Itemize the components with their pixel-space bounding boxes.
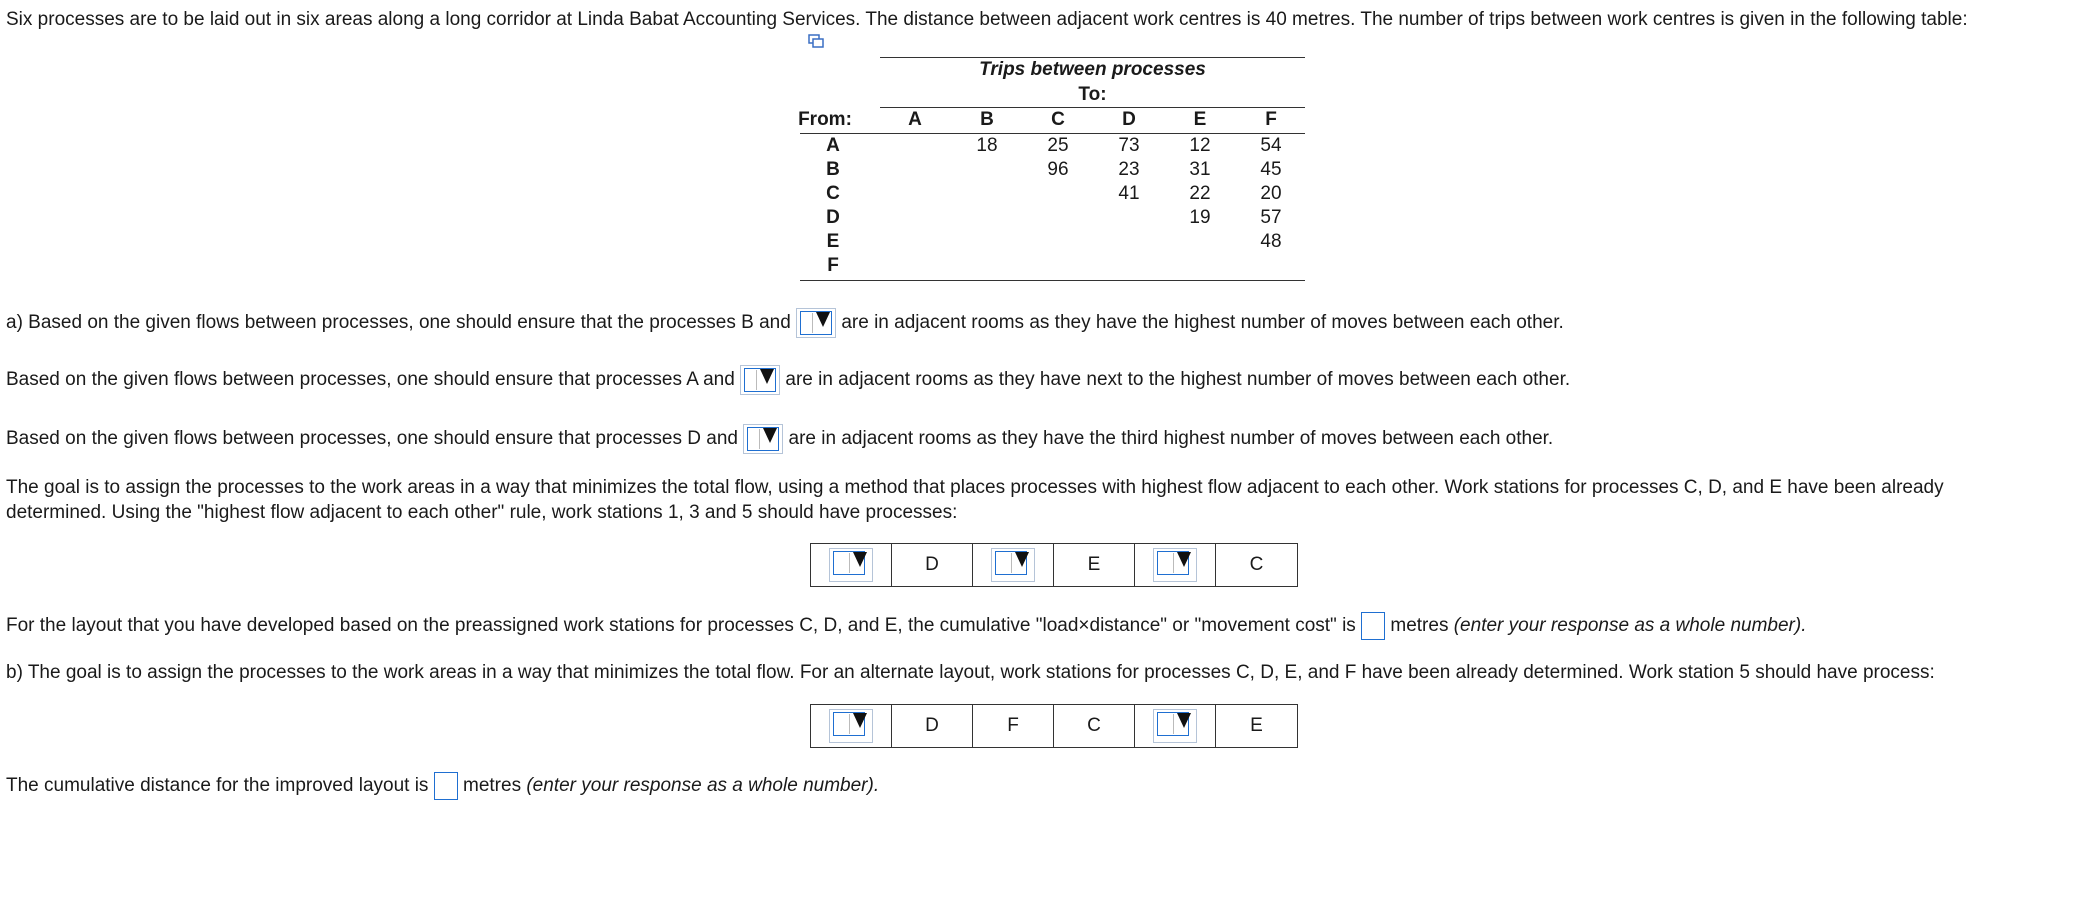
cost-question xyxy=(6,612,1806,640)
col-header: F xyxy=(1265,109,1277,130)
station-1b-dropdown[interactable] xyxy=(829,709,873,743)
question-a1-after: are in adjacent rooms as they have the highest number of moves between each other. xyxy=(841,312,1564,334)
answer-a2-dropdown[interactable] xyxy=(740,365,780,395)
copy-table-icon[interactable] xyxy=(808,34,824,48)
station-3-dropdown[interactable] xyxy=(991,548,1035,582)
col-header: A xyxy=(908,109,922,130)
table-cell: 25 xyxy=(1047,135,1069,156)
goal-b-text: b) The goal is to assign the processes to the work areas in a way that minimizes the total flow. For an alternate layout, work stations for processes C, D, E, and F have been already determined. Work station 5 should have process: xyxy=(6,662,1935,683)
table-cell: 45 xyxy=(1260,159,1282,180)
cumulative-distance-input[interactable] xyxy=(434,772,458,800)
layout-a-station-3 xyxy=(973,544,1054,586)
col-header: D xyxy=(1122,109,1136,130)
table-cell: 23 xyxy=(1118,159,1140,180)
table-cell: 18 xyxy=(976,135,998,156)
table-title: Trips between processes xyxy=(979,59,1206,80)
row-label: E xyxy=(826,231,840,252)
layout-a-station-1 xyxy=(811,544,892,586)
layout-b-station-1 xyxy=(811,705,892,747)
layout-b-station-4: C xyxy=(1054,705,1135,747)
table-cell: 96 xyxy=(1047,159,1069,180)
layout-b-station-5 xyxy=(1135,705,1216,747)
goal-a-text: The goal is to assign the processes to the work areas in a way that minimizes the total flow, using a method that places processes with highest flow adjacent to each other. Work stations for processes C, D, and E have been already determined. Using the "highest flow adjacent to each other" rule, work stations 1, 3 and 5 should have processes: xyxy=(6,477,1944,523)
question-a3 xyxy=(6,424,1553,454)
table-cell: 19 xyxy=(1189,207,1211,228)
table-cell: 41 xyxy=(1118,183,1140,204)
layout-b-station-2: D xyxy=(892,705,973,747)
answer-a3-dropdown[interactable] xyxy=(743,424,783,454)
table-from-label: From: xyxy=(798,109,852,130)
table-to-label: To: xyxy=(1078,84,1107,105)
distance-question xyxy=(6,772,879,800)
table-cell: 20 xyxy=(1260,183,1282,204)
cost-question-after: metres xyxy=(1390,615,1449,637)
table-cell: 57 xyxy=(1260,207,1282,228)
question-a1 xyxy=(6,308,1564,338)
distance-question-hint: (enter your response as a whole number). xyxy=(526,775,880,797)
layout-a-station-5 xyxy=(1135,544,1216,586)
station-1-dropdown[interactable] xyxy=(829,548,873,582)
row-label: B xyxy=(826,159,840,180)
row-label: C xyxy=(826,183,840,204)
station-5-dropdown[interactable] xyxy=(1153,548,1197,582)
col-header: C xyxy=(1051,109,1065,130)
question-a2 xyxy=(6,365,1570,395)
cost-question-before: For the layout that you have developed based on the preassigned work stations for processes C, D, and E, the cumulative "load×distance" or "movement cost" is xyxy=(6,615,1356,637)
table-cell: 12 xyxy=(1189,135,1211,156)
station-5b-dropdown[interactable] xyxy=(1153,709,1197,743)
layout-a-station-6: C xyxy=(1249,554,1264,575)
layout-a xyxy=(810,543,1298,587)
table-cell: 54 xyxy=(1260,135,1282,156)
distance-question-before: The cumulative distance for the improved layout is xyxy=(6,775,429,797)
layout-b-station-6: E xyxy=(1250,715,1263,736)
question-a3-before: Based on the given flows between processes, one should ensure that processes D and xyxy=(6,428,738,450)
question-a2-after: are in adjacent rooms as they have next to the highest number of moves between each other. xyxy=(785,369,1571,391)
answer-a1-dropdown[interactable] xyxy=(796,308,836,338)
layout-a-station-2: D xyxy=(892,544,973,586)
layout-b-station-3: F xyxy=(973,705,1054,747)
table-cell: 48 xyxy=(1260,231,1282,252)
table-cell: 73 xyxy=(1118,135,1140,156)
col-header: E xyxy=(1193,109,1207,130)
row-label: D xyxy=(826,207,840,228)
table-cell: 22 xyxy=(1189,183,1211,204)
row-label: F xyxy=(827,255,839,276)
col-header: B xyxy=(980,109,994,130)
layout-b xyxy=(810,704,1298,748)
movement-cost-input[interactable] xyxy=(1361,612,1385,640)
question-a1-before: a) Based on the given flows between processes, one should ensure that the processes B and xyxy=(6,312,791,334)
layout-a-station-4: E xyxy=(1054,544,1135,586)
question-a3-after: are in adjacent rooms as they have the third highest number of moves between each other. xyxy=(788,428,1554,450)
distance-question-after: metres xyxy=(463,775,522,797)
table-cell: 31 xyxy=(1189,159,1211,180)
question-a2-before: Based on the given flows between processes, one should ensure that processes A and xyxy=(6,369,735,391)
intro-text: Six processes are to be laid out in six areas along a long corridor at Linda Babat Accounting Services. The distance between adjacent work centres is 40 metres. The number of trips between work centres is given in the following table: xyxy=(6,9,1968,30)
row-label: A xyxy=(826,135,840,156)
cost-question-hint: (enter your response as a whole number). xyxy=(1453,615,1807,637)
